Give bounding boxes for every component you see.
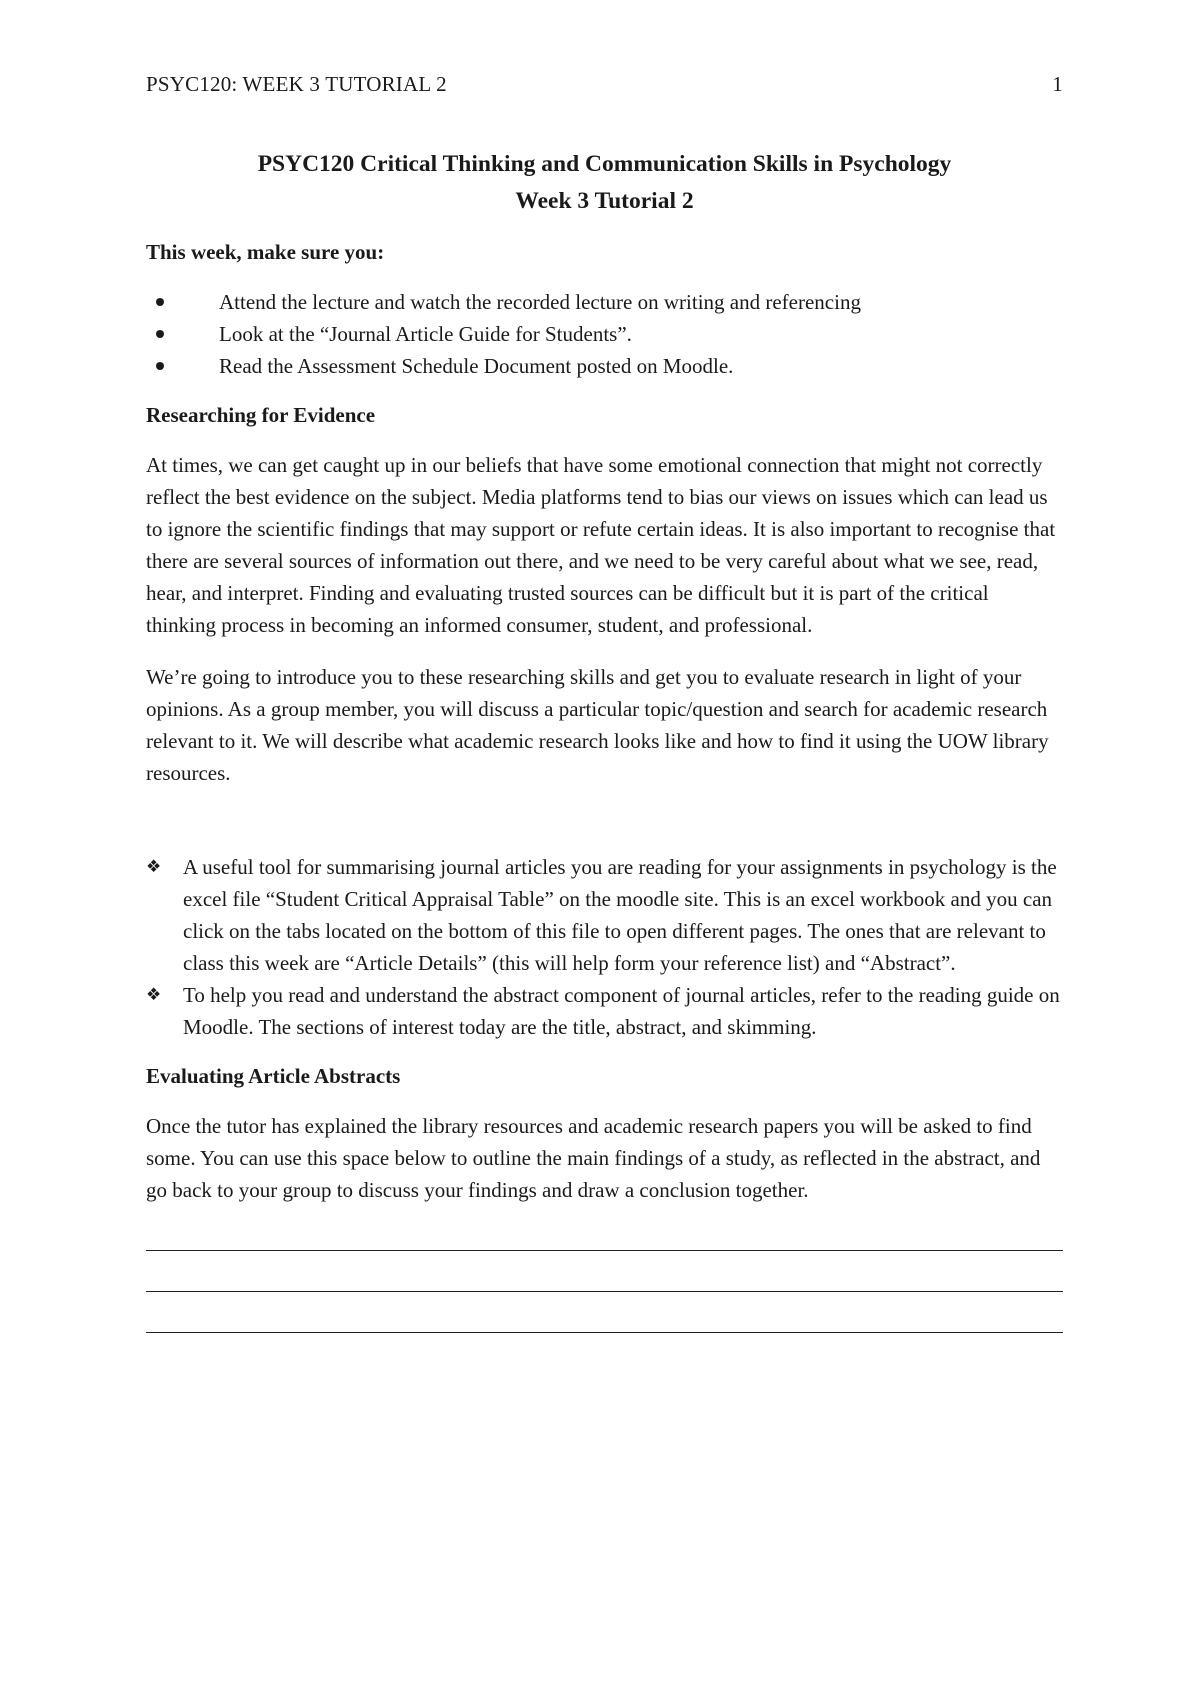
answer-line[interactable] xyxy=(146,1291,1063,1292)
answer-line[interactable] xyxy=(146,1332,1063,1333)
document-body xyxy=(146,146,1063,1373)
researching-heading: Researching for Evidence xyxy=(146,403,376,427)
answer-lines xyxy=(146,1250,1063,1333)
bullet-dot-icon xyxy=(156,298,164,306)
bullet-dot-icon xyxy=(156,362,164,370)
tip-item-text: A useful tool for summarising journal articles you are reading for your assignments in psychology is the excel file “Student Critical Appraisal Table” on the moodle site. This is an excel workbook and you can click on the tabs located on the bottom of this file to open different pages. The ones that are relevant to class this week are “Article Details” (this will help form your reference list) and “Abstract”. xyxy=(183,855,1057,975)
checklist-item-text: Read the Assessment Schedule Document posted on Moodle. xyxy=(219,354,734,378)
checklist-item xyxy=(146,318,1063,350)
tip-item xyxy=(146,851,1063,979)
tip-item-text: To help you read and understand the abstract component of journal articles, refer to the reading guide on Moodle. The sections of interest today are the title, abstract, and skimming. xyxy=(183,983,1060,1039)
page-number: 1 xyxy=(1052,72,1063,96)
checklist-item-text: Look at the “Journal Article Guide for Students”. xyxy=(219,322,632,346)
title-line-1: PSYC120 Critical Thinking and Communication Skills in Psychology xyxy=(257,151,952,177)
checklist-item xyxy=(146,286,1063,318)
evaluating-paragraph: Once the tutor has explained the library resources and academic research papers you will be asked to find some. You can use this space below to outline the main findings of a study, as reflected in the abstract, and go back to your group to discuss your findings and draw a conclusion together. xyxy=(146,1114,1041,1202)
evaluating-heading: Evaluating Article Abstracts xyxy=(146,1064,401,1088)
checklist-heading: This week, make sure you: xyxy=(146,240,385,264)
tip-item xyxy=(146,979,1063,1043)
answer-line[interactable] xyxy=(146,1250,1063,1251)
checklist-item xyxy=(146,350,1063,382)
running-header xyxy=(146,72,1063,97)
running-title: PSYC120: WEEK 3 TUTORIAL 2 xyxy=(146,72,447,96)
checklist-item-text: Attend the lecture and watch the recorded lecture on writing and referencing xyxy=(219,290,861,314)
diamond-bullet-icon: ❖ xyxy=(146,857,162,876)
title-line-2: Week 3 Tutorial 2 xyxy=(515,188,694,214)
document-title xyxy=(146,146,1063,220)
researching-paragraph-1: At times, we can get caught up in our beliefs that have some emotional connection that might not correctly reflect the best evidence on the subject. Media platforms tend to bias our views on issues which can lead us to ignore the scientific findings that may support or refute certain ideas. It is also important to recognise that there are several sources of information out there, and we need to be very careful about what we see, read, hear, and interpret. Finding and evaluating trusted sources can be difficult but it is part of the critical thinking process in becoming an informed consumer, student, and professional. xyxy=(146,453,1056,637)
tips-list xyxy=(146,851,1063,1043)
checklist xyxy=(146,286,1063,382)
diamond-bullet-icon: ❖ xyxy=(146,985,162,1004)
researching-paragraph-2: We’re going to introduce you to these researching skills and get you to evaluate research in light of your opinions. As a group member, you will discuss a particular topic/question and search for academic research relevant to it. We will describe what academic research looks like and how to find it using the UOW library resources. xyxy=(146,665,1049,785)
spacer xyxy=(146,809,1063,851)
bullet-dot-icon xyxy=(156,330,164,338)
